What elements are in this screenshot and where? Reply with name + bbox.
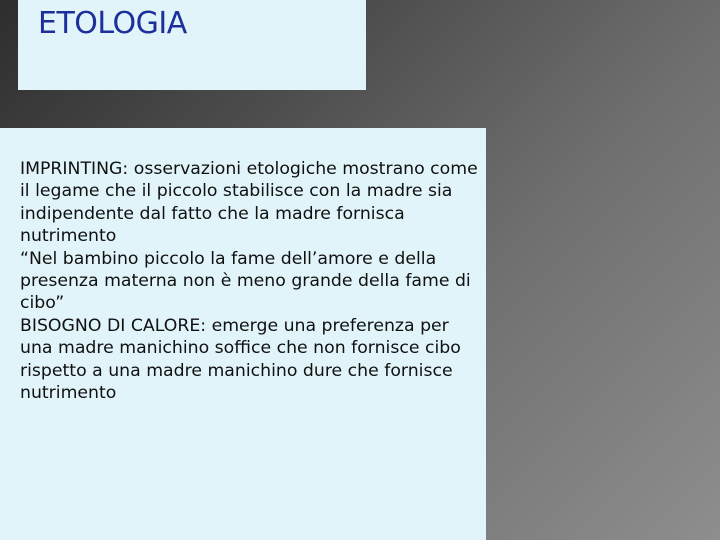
paragraph-quote: “Nel bambino piccolo la fame dell’amore e della presenza materna non è meno grande della fame di cibo”: [20, 248, 471, 314]
slide-title: ETOLOGIA: [38, 6, 187, 41]
paragraph-imprinting: IMPRINTING: osservazioni etologiche mostrano come il legame che il piccolo stabilisce con la madre sia indipendente dal fatto che la madre fornisca nutrimento: [20, 159, 478, 247]
content-text-block: [20, 158, 480, 404]
paragraph-bisogno-di-calore: BISOGNO DI CALORE: emerge una preferenza per una madre manichino soffice che non fornisce cibo rispetto a una madre manichino dure che fornisce nutrimento: [20, 315, 461, 404]
title-panel: [18, 0, 366, 90]
content-panel: [0, 128, 486, 540]
